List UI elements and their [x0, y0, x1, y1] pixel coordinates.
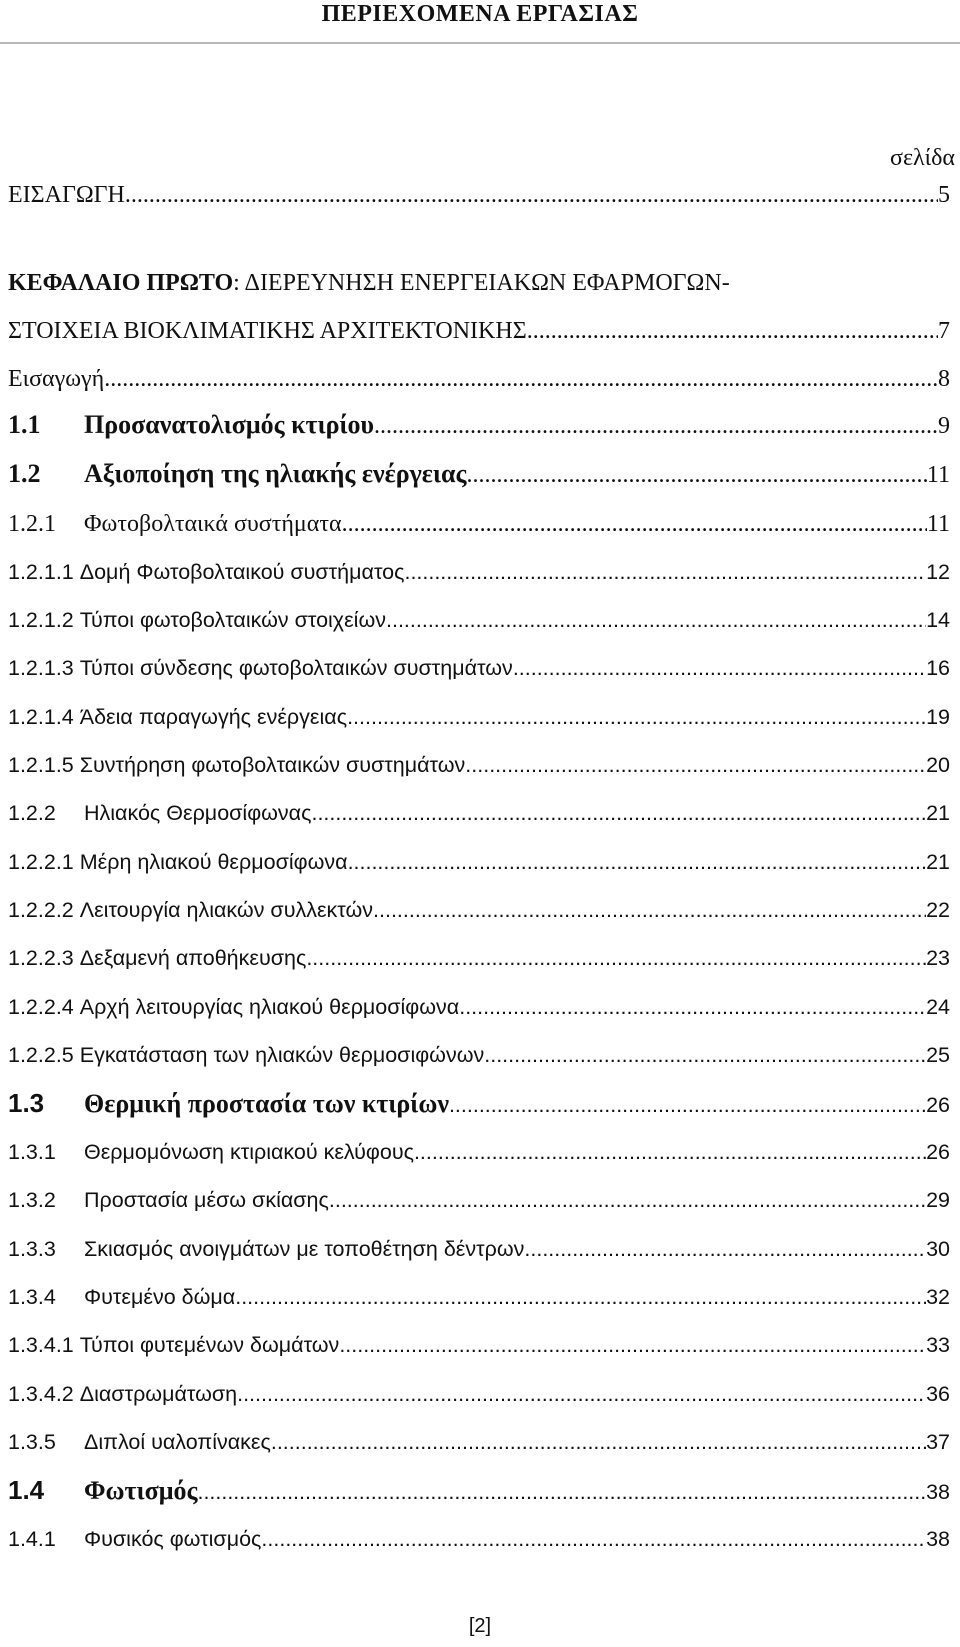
dot-leader [449, 1093, 926, 1118]
toc-entry-page: 19 [926, 705, 950, 729]
toc-entry-title: Αξιοποίηση της ηλιακής ενέργειας [84, 459, 467, 488]
toc-entry[interactable] [8, 608, 950, 633]
toc-chapter-heading-cont[interactable] [8, 318, 950, 345]
header-divider [0, 42, 960, 44]
dot-leader [513, 656, 926, 681]
toc-entry[interactable] [8, 410, 950, 440]
toc-entry-page: 14 [926, 608, 950, 632]
dot-leader [465, 753, 926, 778]
toc-entry[interactable] [8, 1430, 950, 1455]
toc-entry-title: Δομή Φωτοβολταικού συστήματος [79, 560, 405, 584]
page-title: ΠΕΡΙΕΧΟΜΕΝΑ ΕΡΓΑΣΙΑΣ [321, 1, 639, 27]
toc-entry-page: 16 [926, 656, 950, 680]
toc-entry-introduction[interactable] [8, 182, 950, 209]
toc-entry-page: 25 [926, 1043, 950, 1067]
toc-entry-title: Εισαγωγή [8, 366, 105, 392]
toc-entry[interactable] [8, 1527, 950, 1552]
toc-entry-title: ΕΙΣΑΓΩΓΗ [8, 182, 125, 208]
toc-entry-title: Θερμική προστασία των κτιρίων [84, 1089, 449, 1118]
toc-entry-number: 1.3.2 [8, 1188, 56, 1212]
dot-leader [235, 1285, 926, 1310]
toc-entry-title: Σκιασμός ανοιγμάτων με τοποθέτηση δέντρων [84, 1237, 525, 1261]
toc-entry-number: 1.3.4.2 [8, 1382, 74, 1406]
toc-entry-number: 1.2.1.3 [8, 656, 74, 680]
toc-entry-page: 37 [926, 1430, 950, 1454]
toc-entry-page: 32 [926, 1285, 950, 1309]
toc-entry[interactable] [8, 753, 950, 778]
dot-leader [197, 1480, 926, 1505]
toc-entry[interactable] [8, 801, 950, 826]
toc-entry-page: 36 [926, 1382, 950, 1406]
toc-entry-title: Λειτουργία ηλιακών συλλεκτών [79, 898, 374, 922]
dot-leader [373, 898, 926, 923]
toc-entry-number: 1.2.2.5 [8, 1043, 74, 1067]
toc-entry-page: 21 [926, 850, 950, 874]
toc-entry-page: 22 [926, 898, 950, 922]
toc-chapter-heading[interactable] [8, 270, 950, 297]
toc-entry-title: Μέρη ηλιακού θερμοσίφωνα [79, 850, 348, 874]
toc-entry-number: 1.2.1.2 [8, 608, 74, 632]
toc-entry[interactable] [8, 459, 950, 489]
toc-entry-title: Θερμομόνωση κτιριακού κελύφους [84, 1140, 414, 1164]
toc-entry[interactable] [8, 1188, 950, 1213]
chapter-label: ΚΕΦΑΛΑΙΟ ΠΡΩΤΟ [8, 270, 234, 296]
toc-entry-title: Προσανατολισμός κτιρίου [84, 410, 375, 439]
chapter-separator: : [233, 270, 240, 296]
toc-entry-title: Τύποι σύνδεσης φωτοβολταικών συστημάτων [79, 656, 513, 680]
dot-leader [237, 1382, 926, 1407]
dot-leader [386, 608, 926, 633]
toc-entry[interactable] [8, 946, 950, 971]
toc-entry[interactable] [8, 1475, 950, 1506]
dot-leader [125, 182, 938, 209]
toc-entry-title: Εγκατάσταση των ηλιακών θερμοσιφώνων [79, 1043, 485, 1067]
dot-leader [404, 560, 926, 585]
toc-entry-number: 1.2.2.3 [8, 946, 74, 970]
dot-leader [339, 1333, 926, 1358]
dot-leader [414, 1140, 926, 1165]
page-column-label: σελίδα [890, 145, 955, 171]
dot-leader [104, 366, 938, 393]
toc-entry[interactable] [8, 656, 950, 681]
toc-entry-number: 1.2 [8, 459, 41, 488]
toc-entry-number: 1.3.4.1 [8, 1333, 74, 1357]
toc-entry-title: Φωτοβολταικά συστήματα [84, 511, 342, 537]
toc-entry[interactable] [8, 1285, 950, 1310]
footer-page-number: [2] [468, 1615, 492, 1637]
toc-entry-page: 8 [938, 366, 950, 392]
toc-entry-number: 1.3.5 [8, 1430, 56, 1454]
toc-entry[interactable] [8, 1043, 950, 1068]
toc-entry-title: Φωτισμός [84, 1476, 198, 1505]
toc-entry-number: 1.3.1 [8, 1140, 56, 1164]
toc-entry-number: 1.4 [8, 1475, 45, 1505]
toc-entry-title: Τύποι φωτοβολταικών στοιχείων [79, 608, 386, 632]
toc-entry-page: 21 [926, 801, 950, 825]
toc-entry-number: 1.1 [8, 410, 41, 439]
toc-entry-page: 29 [926, 1188, 950, 1212]
toc-entry[interactable] [8, 1333, 950, 1358]
toc-entry[interactable] [8, 1382, 950, 1407]
toc-entry[interactable] [8, 850, 950, 875]
dot-leader [374, 413, 938, 440]
toc-entry-page: 12 [926, 560, 950, 584]
toc-entry-title: Φυσικός φωτισμός [84, 1527, 262, 1551]
toc-entry-page: 38 [926, 1480, 950, 1504]
toc-entry-page: 38 [926, 1527, 950, 1551]
toc-entry-number: 1.2.2.1 [8, 850, 74, 874]
toc-entry-number: 1.2.1.5 [8, 753, 74, 777]
dot-leader [527, 318, 938, 345]
toc-entry-page: 5 [938, 182, 950, 208]
toc-entry[interactable] [8, 995, 950, 1020]
dot-leader [329, 1188, 926, 1213]
toc-entry-number: 1.3.4 [8, 1285, 56, 1309]
toc-entry[interactable] [8, 1237, 950, 1262]
toc-entry-number: 1.3 [8, 1088, 45, 1118]
toc-entry-title: Δεξαμενή αποθήκευσης [79, 946, 307, 970]
toc-entry-number: 1.2.1 [8, 511, 56, 537]
dot-leader [271, 1430, 926, 1455]
dot-leader [342, 511, 927, 538]
toc-entry-page: 11 [926, 511, 950, 537]
toc-entry[interactable] [8, 1088, 950, 1119]
toc-entry-page: 30 [926, 1237, 950, 1261]
toc-entry-title: Διπλοί υαλοπίνακες [84, 1430, 271, 1454]
toc-entry-page: 7 [938, 318, 950, 344]
dot-leader [484, 1043, 926, 1068]
toc-entry[interactable] [8, 898, 950, 923]
toc-entry-page: 33 [926, 1333, 950, 1357]
toc-entry-page: 9 [938, 413, 950, 439]
toc-entry-number: 1.2.2.2 [8, 898, 74, 922]
toc-entry[interactable] [8, 366, 950, 393]
dot-leader [348, 850, 927, 875]
toc-entry-number: 1.2.2 [8, 801, 56, 825]
toc-entry-page: 11 [926, 462, 950, 488]
dot-leader [459, 995, 926, 1020]
toc-entry-page: 23 [926, 946, 950, 970]
dot-leader [524, 1237, 926, 1262]
toc-entry-number: 1.2.1.1 [8, 560, 74, 584]
toc-entry[interactable] [8, 705, 950, 730]
toc-entry-title: Αρχή λειτουργίας ηλιακού θερμοσίφωνα [79, 995, 460, 1019]
toc-entry-title: Άδεια παραγωγής ενέργειας [79, 705, 348, 729]
toc-entry-number: 1.4.1 [8, 1527, 56, 1551]
toc-entry[interactable] [8, 511, 950, 538]
chapter-title-line2: ΣΤΟΙΧΕΙΑ ΒΙΟΚΛΙΜΑΤΙΚΗΣ ΑΡΧΙΤΕΚΤΟΝΙΚΗΣ [8, 318, 527, 344]
toc-entry-title: Τύποι φυτεμένων δωμάτων [79, 1333, 340, 1357]
dot-leader [466, 462, 926, 489]
toc-entry-page: 26 [926, 1093, 950, 1117]
toc-entry-page: 20 [926, 753, 950, 777]
dot-leader [347, 705, 926, 730]
toc-entry-title: Διαστρωμάτωση [79, 1382, 238, 1406]
toc-entry-title: Συντήρηση φωτοβολταικών συστημάτων [79, 753, 466, 777]
dot-leader [306, 946, 926, 971]
toc-entry[interactable] [8, 1140, 950, 1165]
toc-entry[interactable] [8, 560, 950, 585]
toc-entry-page: 24 [926, 995, 950, 1019]
dot-leader [261, 1527, 926, 1552]
chapter-title-line1: ΔΙΕΡΕΥΝΗΣΗ ΕΝΕΡΓΕΙΑΚΩΝ ΕΦΑΡΜΟΓΩΝ- [239, 270, 730, 296]
toc-entry-number: 1.2.2.4 [8, 995, 74, 1019]
dot-leader [311, 801, 926, 826]
toc-entry-title: Προστασία μέσω σκίασης [84, 1188, 329, 1212]
toc-entry-number: 1.3.3 [8, 1237, 56, 1261]
toc-entry-title: Ηλιακός Θερμοσίφωνας [84, 801, 312, 825]
toc-entry-page: 26 [926, 1140, 950, 1164]
toc-entry-title: Φυτεμένο δώμα [84, 1285, 236, 1309]
toc-entry-number: 1.2.1.4 [8, 705, 74, 729]
